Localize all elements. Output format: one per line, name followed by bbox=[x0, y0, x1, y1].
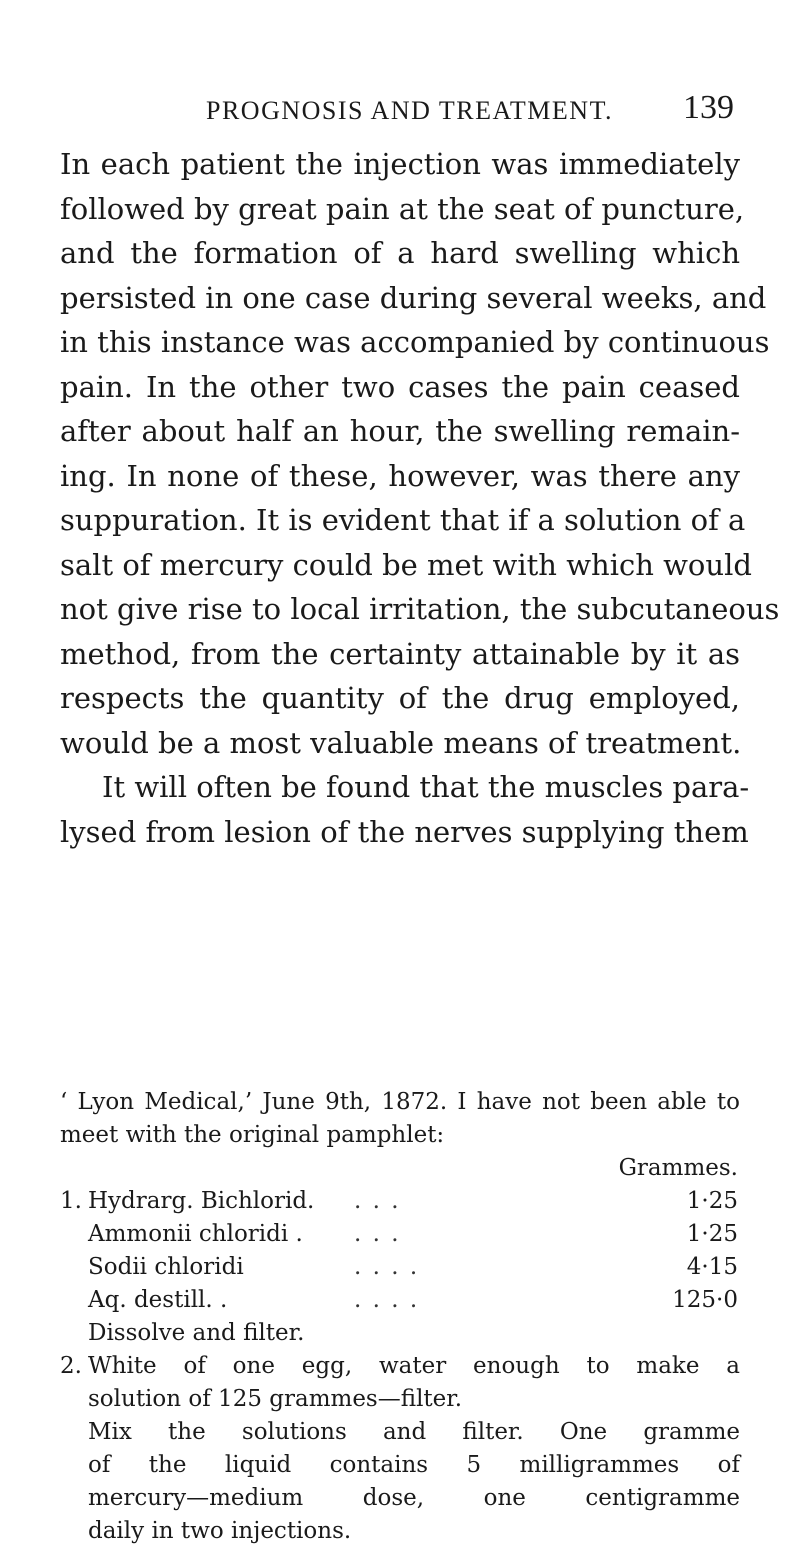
body-line: after about half an hour, the swelling remain- bbox=[60, 414, 740, 448]
prescription-row bbox=[60, 1185, 740, 1218]
prescription-text-line: White of one egg, water enough to make a bbox=[88, 1353, 740, 1379]
body-line: It will often be found that the muscles para- bbox=[102, 770, 750, 804]
dot-leader: . . . . bbox=[354, 1287, 420, 1313]
ingredient-name: Aq. destill. . bbox=[88, 1287, 228, 1313]
prescription-row bbox=[60, 1284, 740, 1317]
footnote-line: ‘ Lyon Medical,’ June 9th, 1872. I have not been able to bbox=[60, 1089, 740, 1115]
page-header bbox=[60, 89, 740, 142]
body-line: pain. In the other two cases the pain ceased bbox=[60, 369, 740, 404]
footnote bbox=[60, 1086, 740, 1548]
prescription-number: 1. bbox=[60, 1188, 82, 1214]
main-paragraphs bbox=[60, 142, 780, 854]
prescription-text-line: solution of 125 grammes—filter. bbox=[88, 1386, 463, 1412]
body-line: salt of mercury could be met with which would bbox=[60, 547, 752, 582]
ingredient-quantity: 1·25 bbox=[686, 1188, 738, 1214]
footnote-line: meet with the original pamphlet: bbox=[60, 1122, 445, 1148]
ingredient-name: Sodii chloridi bbox=[88, 1254, 244, 1280]
prescription-text-line: Mix the solutions and filter. One gramme bbox=[88, 1419, 740, 1445]
dot-leader: . . . bbox=[354, 1221, 401, 1247]
ingredient-quantity: 1·25 bbox=[686, 1221, 738, 1247]
body-line: method, from the certainty attainable by it as bbox=[60, 636, 740, 671]
dot-leader: . . . . bbox=[354, 1254, 420, 1280]
body-line: lysed from lesion of the nerves supplying them bbox=[60, 814, 749, 849]
prescription-text-line: daily in two injections. bbox=[88, 1518, 352, 1544]
prescription-text-line: mercury—medium dose, one centigramme bbox=[88, 1485, 740, 1511]
body-line: followed by great pain at the seat of puncture, bbox=[60, 191, 745, 226]
prescription-row bbox=[60, 1218, 740, 1251]
body-line: would be a most valuable means of treatment. bbox=[60, 725, 742, 760]
body-line: in this instance was accompanied by continuous bbox=[60, 325, 770, 359]
prescription-row bbox=[60, 1350, 740, 1383]
ingredient-quantity: 4·15 bbox=[686, 1254, 738, 1280]
prescription-text-line: of the liquid contains 5 milligrammes of bbox=[88, 1452, 740, 1478]
body-line: suppuration. It is evident that if a solution of a bbox=[60, 503, 746, 537]
unit-header: Grammes. bbox=[618, 1155, 738, 1181]
page-number: 139 bbox=[683, 89, 734, 126]
ingredient-name: Hydrarg. Bichlorid. bbox=[88, 1188, 315, 1214]
running-title: PROGNOSIS AND TREATMENT. bbox=[206, 96, 614, 125]
body-line: persisted in one case during several weeks, and bbox=[60, 280, 767, 315]
body-line: ing. In none of these, however, was there any bbox=[60, 458, 740, 493]
ingredient-name: Ammonii chloridi . bbox=[88, 1221, 303, 1247]
dot-leader: . . . bbox=[354, 1188, 401, 1214]
body-line: and the formation of a hard swelling which bbox=[60, 236, 740, 270]
ingredient-quantity: 125·0 bbox=[672, 1287, 738, 1313]
prescription-number: 2. bbox=[60, 1353, 82, 1379]
prescription-row bbox=[60, 1251, 740, 1284]
prescription-instruction: Dissolve and filter. bbox=[88, 1320, 305, 1346]
body-line: In each patient the injection was immediately bbox=[60, 147, 740, 181]
body-line: not give rise to local irritation, the subcutaneous bbox=[60, 592, 780, 626]
body-line: respects the quantity of the drug employed, bbox=[60, 681, 740, 715]
